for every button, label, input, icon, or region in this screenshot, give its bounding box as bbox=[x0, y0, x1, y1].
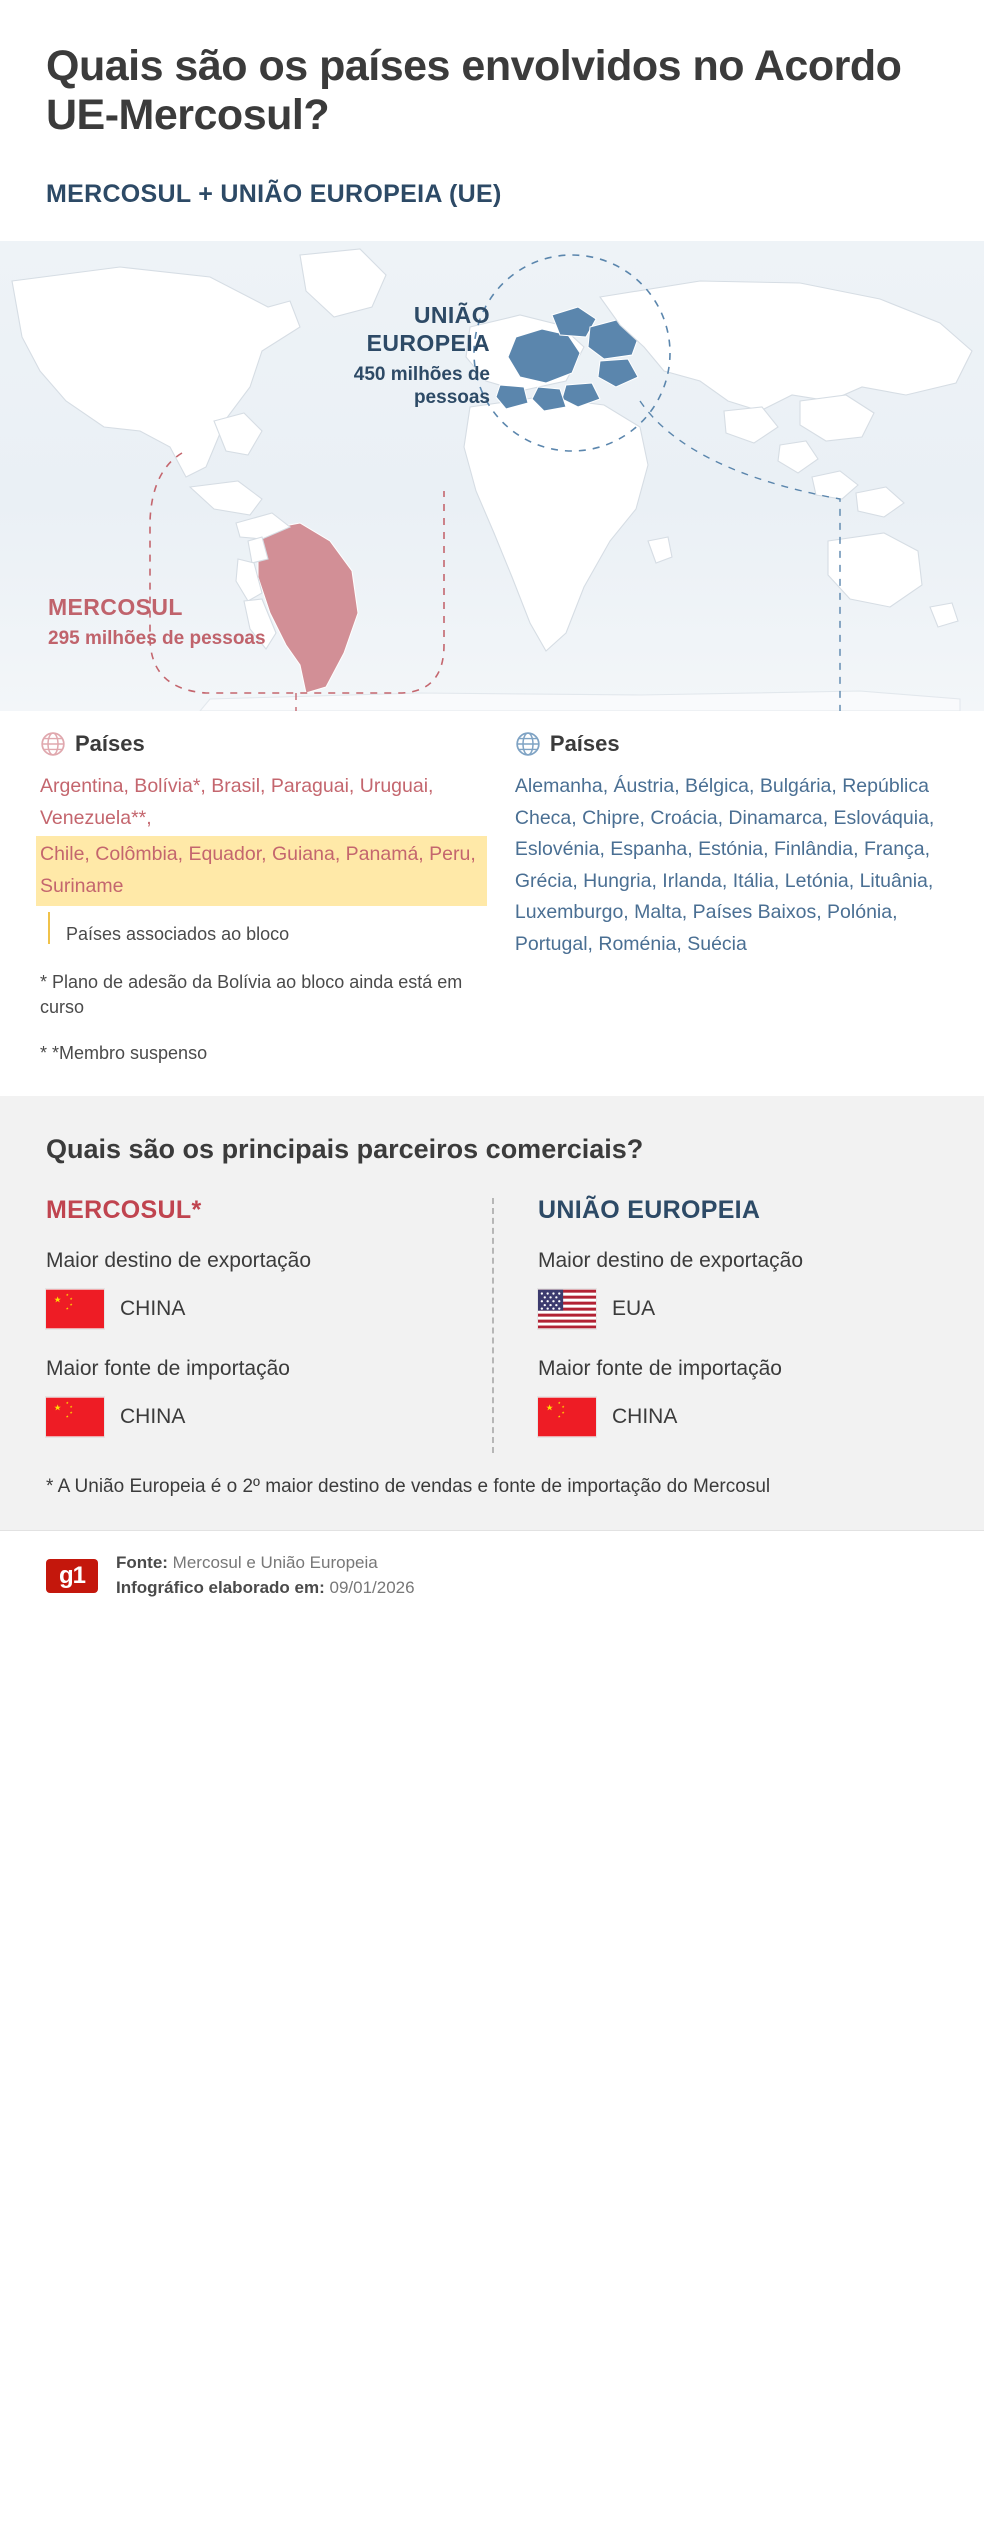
eu-members: Alemanha, Áustria, Bélgica, Bulgária, República Checa, Chipre, Croácia, Dinamarca, Eslováquia, Eslovénia, Espanha, Estónia, Finlândia, França, Grécia, Hungria, Irlanda, Itália, Letónia, Lituânia, Luxemburgo, Malta, Países Baixos, Polónia, Portugal, Roménia, Suécia bbox=[514, 775, 935, 955]
mercosul-import-row bbox=[46, 1397, 492, 1437]
page-title: Quais são os países envolvidos no Acordo UE-Mercosul? bbox=[46, 42, 902, 140]
footer-made-value: 09/01/2026 bbox=[329, 1577, 415, 1597]
eu-list-header bbox=[515, 731, 944, 757]
mercosul-footnote-2: * *Membro suspenso bbox=[40, 1042, 208, 1063]
world-map bbox=[0, 241, 984, 711]
mercosul-import-country: CHINA bbox=[120, 1404, 186, 1428]
eu-map-population: 450 milhões de pessoas bbox=[353, 364, 490, 409]
eu-country-list bbox=[497, 731, 944, 1066]
footer-source-value: Mercosul e União Europeia bbox=[172, 1553, 378, 1573]
footer-source-label: Fonte: bbox=[116, 1553, 168, 1573]
partners-eu-column bbox=[492, 1196, 938, 1462]
eu-import-country: CHINA bbox=[612, 1404, 678, 1428]
eu-import-label: Maior fonte de importação bbox=[538, 1356, 782, 1380]
mercosul-list-title: Países bbox=[75, 731, 145, 757]
eu-list-title: Países bbox=[549, 731, 620, 757]
country-lists bbox=[0, 711, 984, 1066]
mercosul-associated-note: Países associados ao bloco bbox=[40, 922, 487, 947]
mercosul-country-list bbox=[40, 731, 487, 1066]
mercosul-import-label: Maior fonte de importação bbox=[46, 1356, 290, 1380]
mercosul-map-name: MERCOSUL bbox=[48, 594, 183, 621]
mercosul-list-header bbox=[40, 731, 487, 757]
mercosul-map-population: 295 milhões de pessoas bbox=[48, 628, 266, 650]
flag-china-icon bbox=[46, 1397, 104, 1437]
g1-logo: g1 bbox=[46, 1559, 98, 1593]
partners-grid bbox=[46, 1196, 938, 1462]
footer-credits bbox=[116, 1551, 415, 1600]
mercosul-map-label bbox=[48, 593, 266, 650]
partners-mercosul-heading: MERCOSUL* bbox=[46, 1196, 202, 1225]
mercosul-associated-members: Chile, Colômbia, Equador, Guiana, Panamá, Peru, Suriname bbox=[36, 836, 487, 906]
trade-partners-section bbox=[0, 1096, 984, 1530]
eu-map-label bbox=[330, 301, 490, 409]
mercosul-footnote-1: * Plano de adesão da Bolívia ao bloco ainda está em curso bbox=[40, 971, 463, 1018]
partners-footnote: * A União Europeia é o 2º maior destino de vendas e fonte de importação do Mercosul bbox=[46, 1475, 771, 1497]
footer-made-label: Infográfico elaborado em: bbox=[116, 1577, 325, 1597]
eu-map-name: UNIÃO EUROPEIA bbox=[366, 302, 490, 357]
mercosul-members: Argentina, Bolívia*, Brasil, Paraguai, Uruguai, Venezuela**, bbox=[40, 775, 434, 829]
mercosul-export-country: CHINA bbox=[120, 1296, 186, 1320]
partners-title: Quais são os principais parceiros comerciais? bbox=[46, 1134, 644, 1165]
footer bbox=[0, 1530, 984, 1624]
partners-divider bbox=[492, 1198, 494, 1452]
eu-export-country: EUA bbox=[612, 1296, 656, 1320]
page-subtitle: MERCOSUL + UNIÃO EUROPEIA (UE) bbox=[46, 180, 502, 209]
globe-icon bbox=[515, 731, 541, 757]
flag-china-icon bbox=[538, 1397, 596, 1437]
mercosul-export-row bbox=[46, 1289, 492, 1329]
partners-mercosul-column bbox=[46, 1196, 492, 1462]
eu-import-row bbox=[538, 1397, 938, 1437]
partners-eu-heading: UNIÃO EUROPEIA bbox=[538, 1196, 761, 1225]
header bbox=[0, 0, 984, 209]
flag-china-icon bbox=[46, 1289, 104, 1329]
globe-icon bbox=[40, 731, 66, 757]
eu-export-label: Maior destino de exportação bbox=[538, 1249, 803, 1273]
flag-usa-icon bbox=[538, 1289, 596, 1329]
mercosul-export-label: Maior destino de exportação bbox=[46, 1249, 311, 1273]
eu-export-row bbox=[538, 1289, 938, 1329]
